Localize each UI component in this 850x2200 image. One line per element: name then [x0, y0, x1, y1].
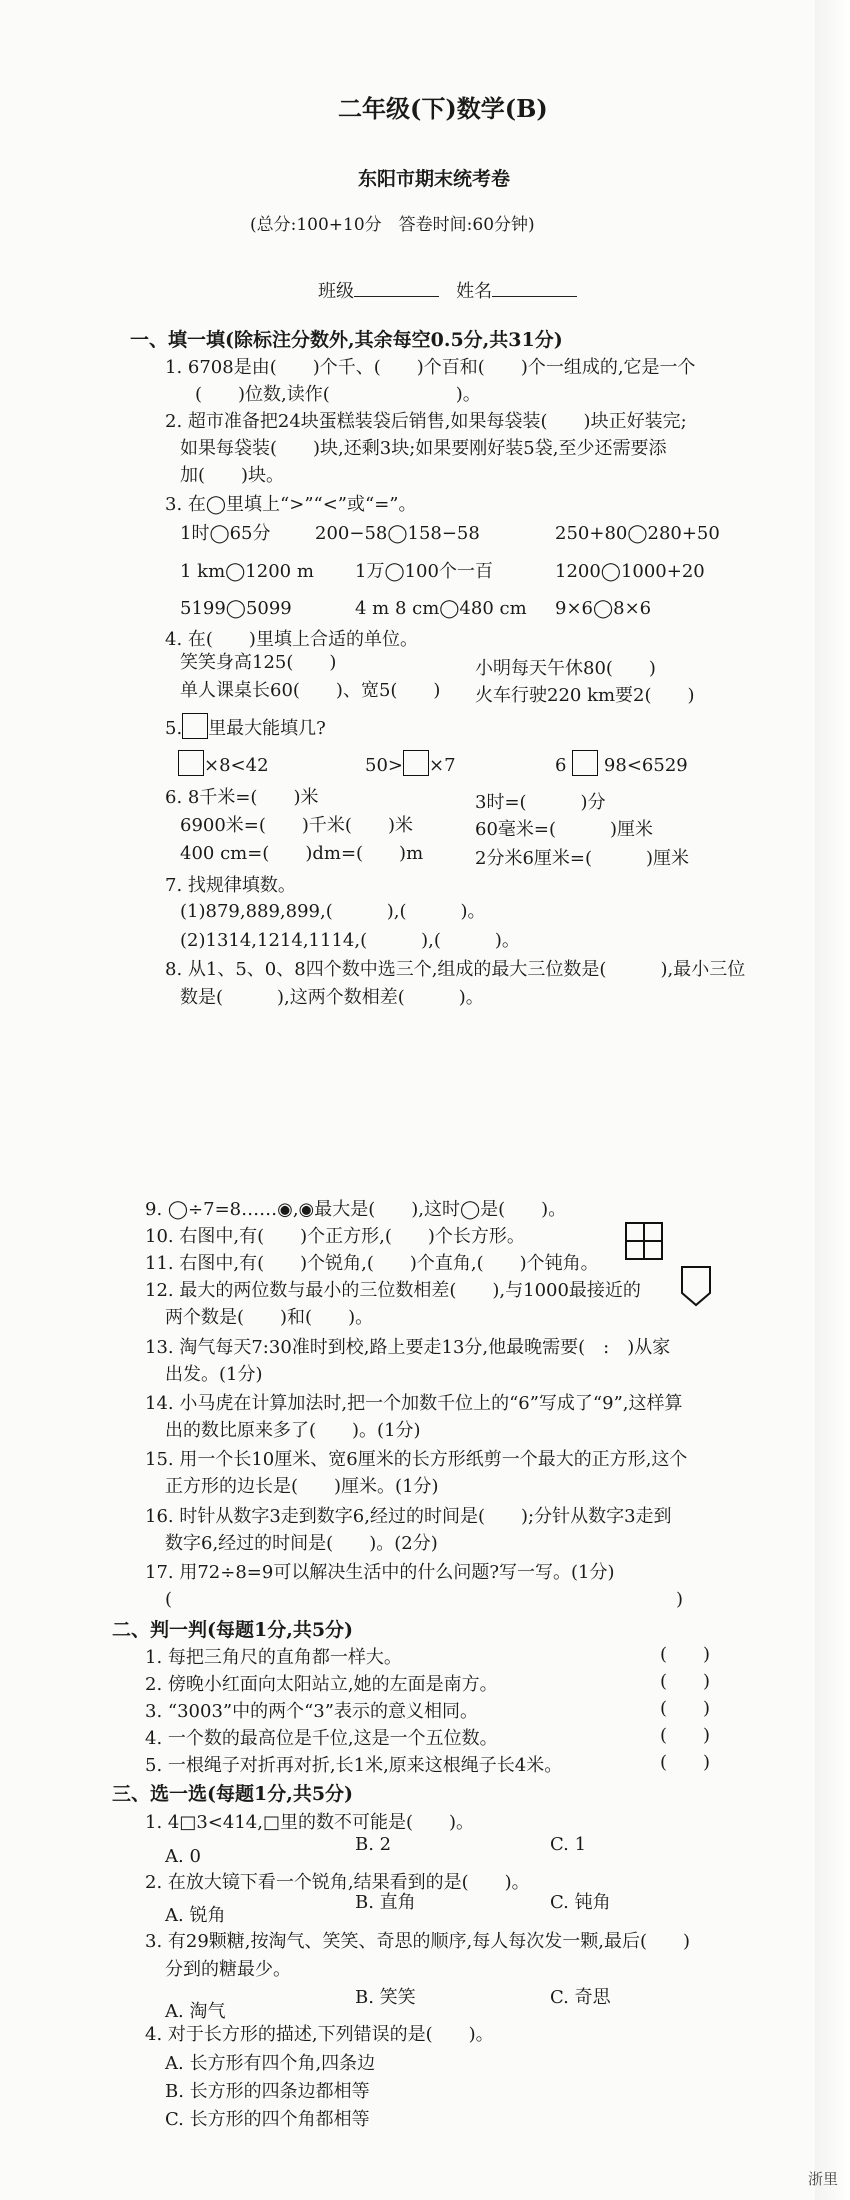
q15-line2: 正方形的边长是( )厘米。(1分) [165, 1476, 439, 1497]
q3-r2c1: 1 km◯1200 m [180, 561, 314, 582]
choice-q1: 1. 4□3<414,□里的数不可能是( )。 [145, 1812, 475, 1833]
q5-c-post: 98<6529 [603, 755, 688, 776]
section-2-heading: 二、判一判(每题1分,共5分) [112, 1619, 354, 1641]
q11: 11. 右图中,有( )个锐角,( )个直角,( )个钝角。 [145, 1253, 599, 1274]
name-label: 姓名 [456, 281, 493, 302]
q5-c [555, 750, 688, 778]
q3-r3c1: 5199◯5099 [180, 598, 292, 619]
q4-prompt: 4. 在( )里填上合适的单位。 [165, 629, 418, 650]
q6-a: 6. 8千米=( )米 [165, 787, 319, 808]
q5-number: 5. [165, 718, 183, 739]
choice-q4-c: C. 长方形的四个角都相等 [165, 2109, 370, 2130]
corner-mark: 浙里 [808, 2170, 839, 2188]
q16-line1: 16. 时针从数字3走到数字6,经过的时间是( );分针从数字3走到 [145, 1506, 672, 1527]
blank-square-icon [178, 750, 204, 776]
pentagon-figure [680, 1265, 712, 1307]
choice-q1-a: A. 0 [165, 1846, 201, 1867]
blank-square-icon [403, 750, 429, 776]
q7-b: (2)1314,1214,1114,( ),( )。 [180, 930, 520, 951]
q2-line1: 2. 超市准备把24块蛋糕装袋后销售,如果每袋装( )块正好装完; [165, 411, 687, 432]
judge-paren-1: ( ) [660, 1644, 711, 1665]
q8-line2: 数是( ),这两个数相差( )。 [180, 987, 484, 1008]
q17-line1: 17. 用72÷8=9可以解决生活中的什么问题?写一写。(1分) [145, 1562, 615, 1583]
q12-line2: 两个数是( )和( )。 [165, 1307, 374, 1328]
q5-c-pre: 6 [555, 755, 567, 776]
judge-paren-2: ( ) [660, 1671, 711, 1692]
choice-q2-c: C. 钝角 [550, 1892, 611, 1913]
exam-title: 二年级(下)数学(B) [338, 94, 548, 123]
q6-f: 2分米6厘米=( )厘米 [475, 848, 690, 869]
q4-c: 单人课桌长60( )、宽5( ) [180, 680, 441, 701]
judge-item-3: 3. “3003”中的两个“3”表示的意义相同。 [145, 1701, 478, 1722]
class-field [318, 278, 577, 304]
q13-line1: 13. 淘气每天7:30准时到校,路上要走13分,他最晚需要( : )从家 [145, 1337, 671, 1358]
q7-a: (1)879,889,899,( ),( )。 [180, 901, 486, 922]
choice-q3-line1: 3. 有29颗糖,按淘气、笑笑、奇思的顺序,每人每次发一颗,最后( ) [145, 1931, 691, 1952]
exam-info: (总分:100+10分 答卷时间:60分钟) [250, 215, 535, 235]
blank-square-icon [572, 750, 598, 776]
class-blank [354, 278, 439, 297]
q14-line2: 出的数比原来多了( )。(1分) [165, 1420, 421, 1441]
choice-q3-a: A. 淘气 [165, 2001, 226, 2022]
q5-prompt-text: 里最大能填几? [208, 718, 326, 739]
choice-q4-a: A. 长方形有四个角,四条边 [165, 2053, 376, 2074]
choice-q1-c: C. 1 [550, 1834, 587, 1855]
name-blank [492, 278, 577, 297]
judge-item-1: 1. 每把三角尺的直角都一样大。 [145, 1647, 402, 1668]
q4-a: 笑笑身高125( ) [180, 652, 337, 673]
q16-line2: 数字6,经过的时间是( )。(2分) [165, 1533, 438, 1554]
blank-square-icon [182, 713, 208, 739]
choice-q2-b: B. 直角 [355, 1892, 416, 1913]
q3-r1c3: 250+80◯280+50 [555, 523, 720, 544]
judge-item-4: 4. 一个数的最高位是千位,这是一个五位数。 [145, 1728, 498, 1749]
q4-b: 小明每天午休80( ) [475, 658, 656, 679]
judge-paren-5: ( ) [660, 1752, 711, 1773]
q3-r2c3: 1200◯1000+20 [555, 561, 705, 582]
q17-answer-paren: ( ) [165, 1589, 684, 1610]
judge-item-5: 5. 一根绳子对折再对折,长1米,原来这根绳子长4米。 [145, 1755, 563, 1776]
choice-q1-b: B. 2 [355, 1834, 392, 1855]
judge-paren-4: ( ) [660, 1725, 711, 1746]
q1-line2: ( )位数,读作( )。 [195, 384, 481, 405]
q5-prompt [165, 713, 326, 741]
exam-subtitle: 东阳市期末统考卷 [358, 168, 511, 190]
q15-line1: 15. 用一个长10厘米、宽6厘米的长方形纸剪一个最大的正方形,这个 [145, 1449, 688, 1470]
choice-q3-line2: 分到的糖最少。 [165, 1959, 291, 1980]
q3-r2c2: 1万◯100个一百 [355, 561, 493, 582]
judge-item-2: 2. 傍晚小红面向太阳站立,她的左面是南方。 [145, 1674, 498, 1695]
q2-line2: 如果每袋装( )块,还剩3块;如果要刚好装5袋,至少还需要添 [180, 438, 667, 459]
q6-d: 60毫米=( )厘米 [475, 819, 654, 840]
q3-r1c1: 1时◯65分 [180, 523, 271, 544]
q3-r3c3: 9×6◯8×6 [555, 598, 652, 619]
q3-r3c2: 4 m 8 cm◯480 cm [355, 598, 527, 619]
q6-b: 3时=( )分 [475, 792, 606, 813]
q2-line3: 加( )块。 [180, 465, 285, 486]
q12-line1: 12. 最大的两位数与最小的三位数相差( ),与1000最接近的 [145, 1280, 641, 1301]
q14-line1: 14. 小马虎在计算加法时,把一个加数千位上的“6”写成了“9”,这样算 [145, 1393, 683, 1414]
q13-line2: 出发。(1分) [165, 1364, 263, 1385]
q3-prompt: 3. 在◯里填上“>”“<”或“=”。 [165, 494, 417, 515]
judge-paren-3: ( ) [660, 1698, 711, 1719]
q9: 9. ◯÷7=8……◉,◉最大是( ),这时◯是( )。 [145, 1199, 567, 1220]
q7-prompt: 7. 找规律填数。 [165, 875, 296, 896]
class-label: 班级 [318, 281, 354, 302]
choice-q2: 2. 在放大镜下看一个锐角,结果看到的是( )。 [145, 1872, 530, 1893]
choice-q3-c: C. 奇思 [550, 1987, 611, 2008]
q5-b-post: ×7 [429, 755, 456, 776]
q1-line1: 1. 6708是由( )个千、( )个百和( )个一组成的,它是一个 [165, 357, 696, 378]
choice-q2-a: A. 锐角 [165, 1905, 226, 1926]
q3-r1c2: 200−58◯158−58 [315, 523, 480, 544]
section-3-heading: 三、选一选(每题1分,共5分) [112, 1783, 354, 1805]
section-1-heading: 一、填一填(除标注分数外,其余每空0.5分,共31分) [130, 329, 563, 351]
q6-e: 400 cm=( )dm=( )m [180, 843, 424, 864]
square-grid-figure [625, 1222, 663, 1260]
q6-c: 6900米=( )千米( )米 [180, 815, 413, 836]
q5-b [365, 750, 456, 778]
q5-b-pre: 50> [365, 755, 403, 776]
q10: 10. 右图中,有( )个正方形,( )个长方形。 [145, 1226, 525, 1247]
choice-q4-b: B. 长方形的四条边都相等 [165, 2081, 370, 2102]
q5-a [178, 750, 269, 778]
choice-q4: 4. 对于长方形的描述,下列错误的是( )。 [145, 2024, 494, 2045]
scan-edge-shading [815, 0, 850, 2200]
q8-line1: 8. 从1、5、0、8四个数中选三个,组成的最大三位数是( ),最小三位 [165, 959, 746, 980]
q4-d: 火车行驶220 km要2( ) [475, 685, 695, 706]
q5-a-text: ×8<42 [204, 755, 269, 776]
choice-q3-b: B. 笑笑 [355, 1987, 416, 2008]
